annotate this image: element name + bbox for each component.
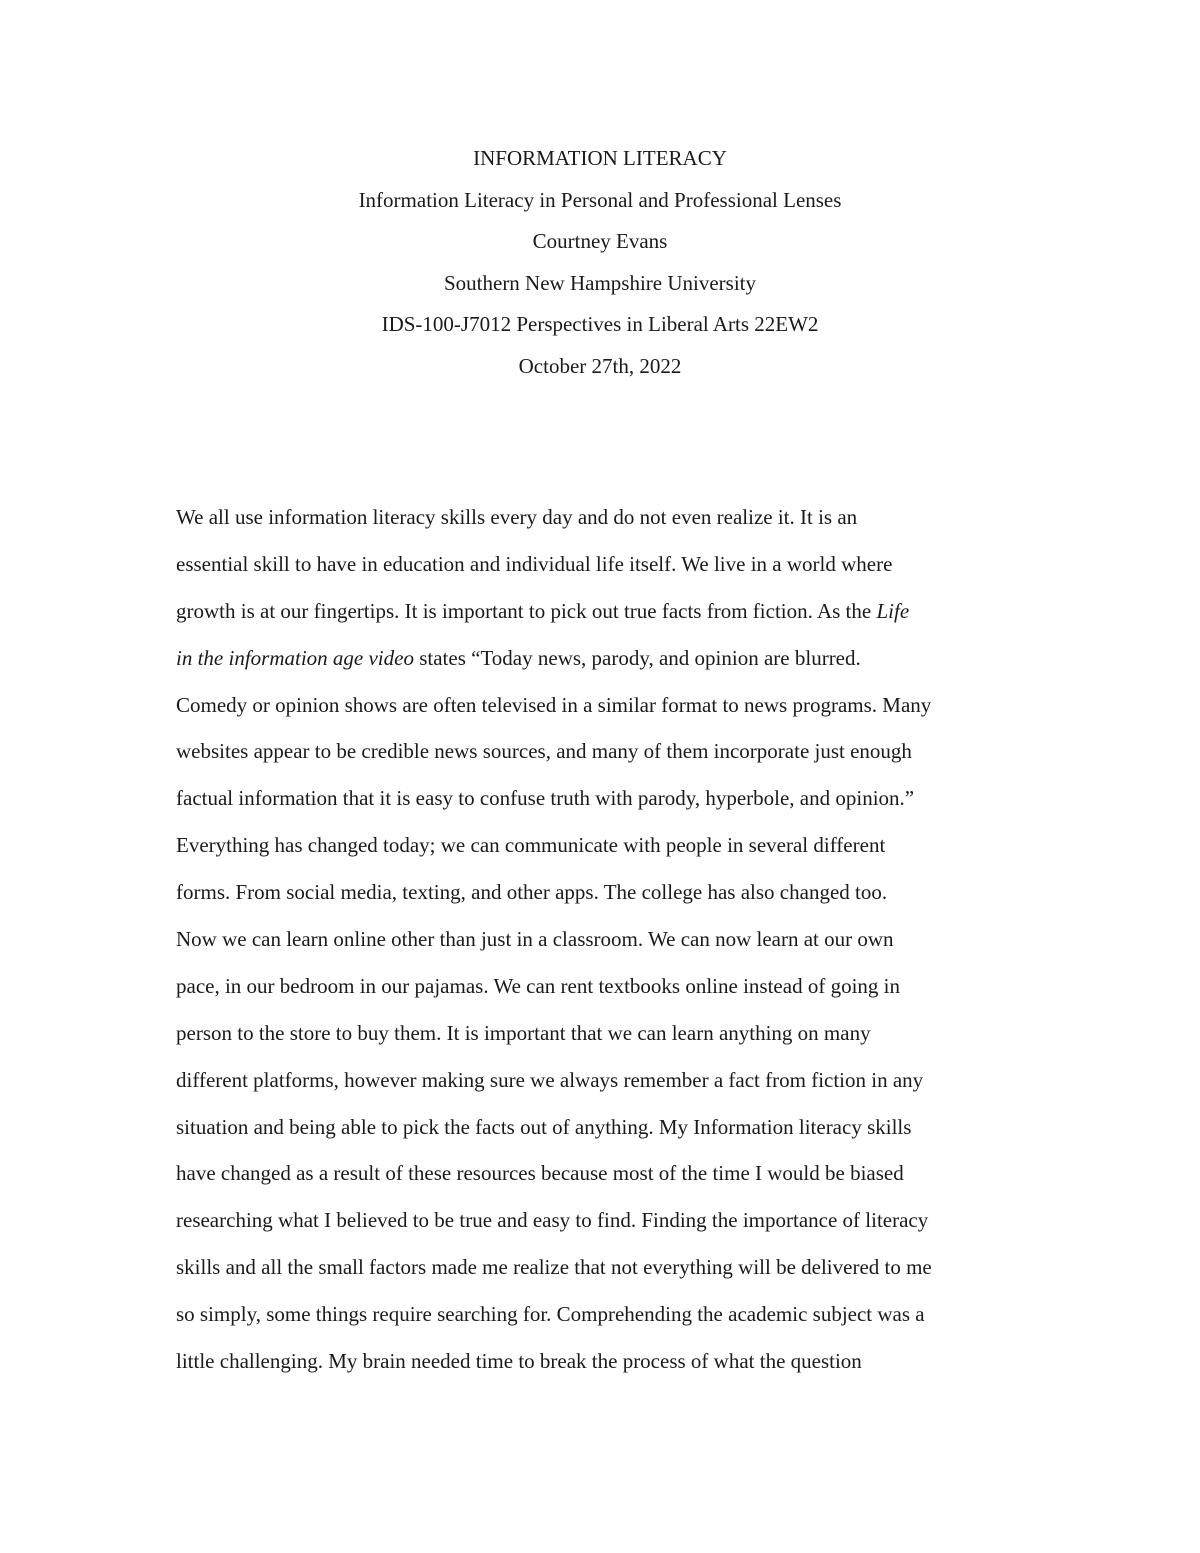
body-line: person to the store to buy them. It is important that we can learn anything on many bbox=[176, 1020, 871, 1045]
paper-date: October 27th, 2022 bbox=[518, 353, 682, 378]
body-line: little challenging. My brain needed time to break the process of what the question bbox=[176, 1349, 862, 1374]
body-line: essential skill to have in education and individual life itself. We live in a world where bbox=[176, 551, 893, 576]
body-line: so simply, some things require searching for. Comprehending the academic subject was a bbox=[176, 1302, 925, 1327]
body-line: factual information that it is easy to confuse truth with parody, hyperbole, and opinion.” bbox=[176, 786, 915, 811]
body-line: situation and being able to pick the facts out of anything. My Information literacy skills bbox=[176, 1114, 912, 1139]
body-line: We all use information literacy skills every day and do not even realize it. It is an bbox=[176, 505, 858, 529]
body-line: researching what I believed to be true and easy to find. Finding the importance of literacy bbox=[176, 1208, 929, 1233]
body-line: have changed as a result of these resources because most of the time I would be biased bbox=[176, 1161, 904, 1186]
institution-name: Southern New Hampshire University bbox=[443, 270, 757, 295]
body-line: Now we can learn online other than just in a classroom. We can now learn at our own bbox=[176, 927, 894, 952]
video-title-italic: in the information age video bbox=[176, 645, 414, 670]
paper-title: Information Literacy in Personal and Professional Lenses bbox=[358, 187, 842, 212]
body-line: Comedy or opinion shows are often televised in a similar format to news programs. Many bbox=[176, 692, 932, 717]
body-line: websites appear to be credible news sources, and many of them incorporate just enough bbox=[176, 739, 912, 764]
body-text-span: states “Today news, parody, and opinion are blurred. bbox=[413, 645, 861, 670]
body-line bbox=[176, 588, 1036, 635]
body-line: skills and all the small factors made me realize that not everything will be delivered to me bbox=[176, 1255, 932, 1280]
body-line: pace, in our bedroom in our pajamas. We can rent textbooks online instead of going in bbox=[176, 973, 900, 998]
title-block bbox=[0, 138, 1200, 387]
body-line: forms. From social media, texting, and other apps. The college has also changed too. bbox=[176, 880, 888, 905]
body-line bbox=[176, 635, 1036, 682]
body-line: different platforms, however making sure we always remember a fact from fiction in any bbox=[176, 1067, 924, 1092]
body-paragraph bbox=[176, 494, 1036, 1385]
body-line: Everything has changed today; we can communicate with people in several different bbox=[176, 833, 886, 858]
running-title: INFORMATION LITERACY bbox=[473, 146, 727, 170]
body-text-span: growth is at our fingertips. It is important to pick out true facts from fiction. As the bbox=[176, 598, 877, 623]
course-name: IDS-100-J7012 Perspectives in Liberal Arts 22EW2 bbox=[381, 312, 819, 336]
video-title-italic: Life bbox=[876, 598, 910, 623]
author-name: Courtney Evans bbox=[532, 229, 668, 253]
